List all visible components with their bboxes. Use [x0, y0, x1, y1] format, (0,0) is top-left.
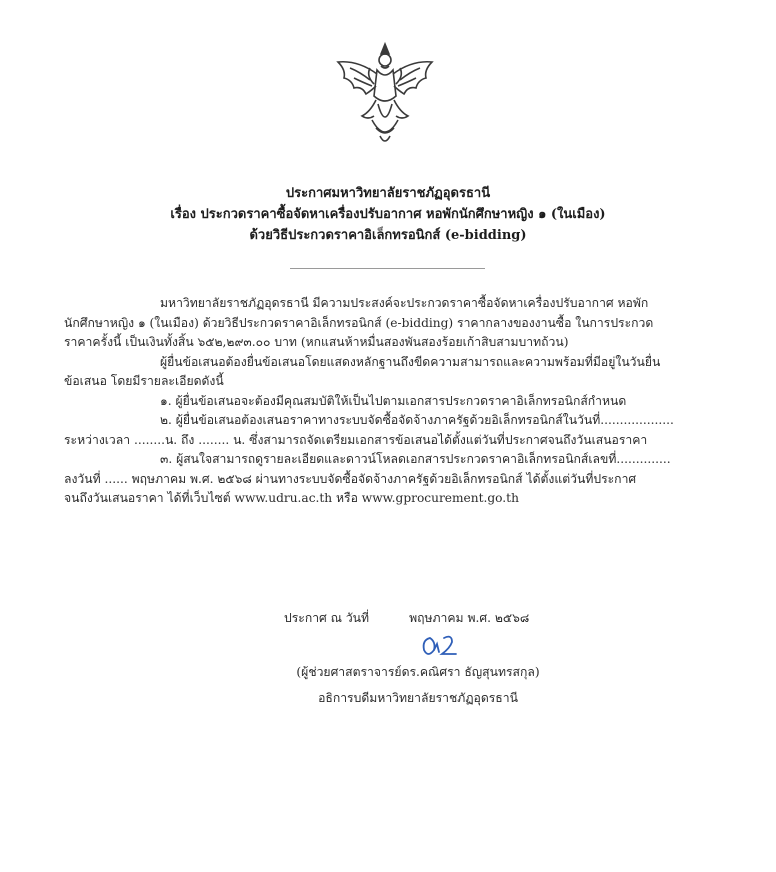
item-3-line-2: ลงวันที่ ...... พฤษภาคม พ.ศ. ๒๕๖๘ ผ่านทางระบบจัดซื้อจัดจ้างภาครัฐด้วยอิเล็กทรอนิกส์ ได้ตั้งแต่วันที่ประกาศ — [64, 471, 637, 486]
item-2-line-2: ระหว่างเวลา ........น. ถึง ........ น. ซึ่งสามารถจัดเตรียมเอกสารข้อเสนอได้ตั้งแต่วันที่ประกาศจนถึงวันเสนอราคา — [64, 432, 648, 447]
announcement-date-line — [284, 608, 529, 628]
paragraph-2-line-2: ข้อเสนอ โดยมีรายละเอียดดังนี้ — [64, 374, 224, 388]
announcement-subject: เรื่อง ประกวดราคาซื้อจัดหาเครื่องปรับอากาศ หอพักนักศึกษาหญิง ๑ (ในเมือง) — [170, 207, 606, 222]
announced-at-label: ประกาศ ณ วันที่ — [284, 611, 370, 625]
paragraph-2-line-1: ผู้ยื่นข้อเสนอต้องยื่นข้อเสนอโดยแสดงหลักฐานถึงขีดความสามารถและความพร้อมที่มีอยู่ในวันยื่น — [160, 354, 661, 369]
announcement-date: พฤษภาคม พ.ศ. ๒๕๖๘ — [409, 611, 530, 625]
announcement-title: ประกาศมหาวิทยาลัยราชภัฏอุดรธานี — [285, 186, 491, 201]
item-3-line-3: จนถึงวันเสนอราคา ได้ที่เว็บไซต์ www.udru.ac.th หรือ www.gprocurement.go.th — [64, 491, 519, 505]
signer-name: (ผู้ช่วยศาสตราจารย์ดร.คณิศรา ธัญสุนทรสกุล) — [296, 665, 540, 679]
paragraph-1-line-3: ราคาครั้งนี้ เป็นเงินทั้งสิ้น ๖๕๒,๒๙๓.๐๐ บาท (หกแสนห้าหมื่นสองพันสองร้อยเก้าสิบสามบาทถ้วน) — [64, 335, 569, 349]
document-body — [64, 294, 714, 509]
paragraph-1-line-1: มหาวิทยาลัยราชภัฏอุดรธานี มีความประสงค์จะประกวดราคาซื้อจัดหาเครื่องปรับอากาศ หอพัก — [160, 296, 649, 310]
item-1: ๑. ผู้ยื่นข้อเสนอจะต้องมีคุณสมบัติให้เป็นไปตามเอกสารประกวดราคาอิเล็กทรอนิกส์กำหนด — [160, 393, 627, 408]
handwritten-signature — [420, 630, 466, 660]
announcement-method: ด้วยวิธีประกวดราคาอิเล็กทรอนิกส์ (e-bidding) — [249, 228, 527, 243]
header-divider — [290, 268, 485, 269]
item-2-line-1: ๒. ผู้ยื่นข้อเสนอต้องเสนอราคาทางระบบจัดซื้อจัดจ้างภาครัฐด้วยอิเล็กทรอนิกส์ในวันที่................... — [160, 413, 674, 427]
garuda-emblem-icon — [330, 40, 440, 150]
signer-title: อธิการบดีมหาวิทยาลัยราชภัฏอุดรธานี — [318, 691, 518, 705]
paragraph-1-line-2: นักศึกษาหญิง ๑ (ในเมือง) ด้วยวิธีประกวดราคาอิเล็กทรอนิกส์ (e-bidding) ราคากลางของงานซื้อ ในการประกวด — [64, 315, 654, 330]
document-header — [0, 183, 776, 246]
item-3-line-1: ๓. ผู้สนใจสามารถดูรายละเอียดและดาวน์โหลดเอกสารประกวดราคาอิเล็กทรอนิกส์เลขที่.............. — [160, 452, 671, 466]
